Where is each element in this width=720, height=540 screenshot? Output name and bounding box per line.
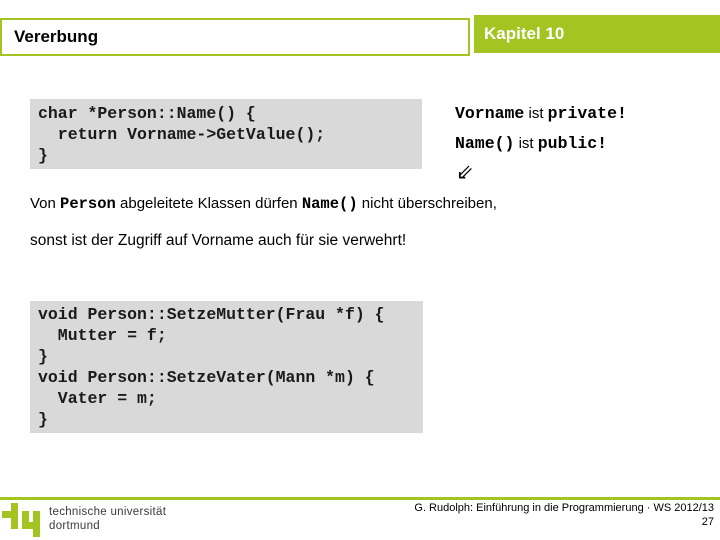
code-line: } — [38, 146, 48, 165]
inline-code: Name() — [301, 195, 358, 213]
paragraph-line-2: sonst ist der Zugriff auf Vorname auch für sie verwehrt! — [30, 232, 407, 249]
code-block-name-getter — [30, 99, 422, 169]
annotation-code: Name() — [455, 134, 515, 153]
affiliation-text — [49, 505, 166, 533]
annotation-code: public! — [537, 134, 608, 153]
code-block-setters — [30, 301, 423, 433]
annotation-text: ist — [514, 135, 538, 152]
code-line: return Vorname->GetValue(); — [38, 125, 326, 144]
annotation-line-private — [455, 104, 627, 123]
annotation-code: Vorname — [455, 104, 525, 123]
chapter-label: Kapitel 10 — [484, 24, 565, 43]
chapter-box — [474, 15, 720, 53]
southwest-arrow-icon: ⇙ — [456, 160, 474, 184]
annotation-text: ist — [524, 105, 548, 122]
page-number: 27 — [701, 516, 714, 528]
access-annotation — [455, 104, 627, 164]
affiliation-line-2: dortmund — [49, 520, 100, 532]
affiliation-line-1: technische universität — [49, 506, 167, 518]
credit-text: G. Rudolph: Einführung in die Programmierung · WS 2012/13 — [414, 502, 714, 514]
code-line: void Person::SetzeVater(Mann *m) { — [38, 368, 375, 387]
annotation-code: private! — [547, 104, 627, 123]
code-line: char *Person::Name() { — [38, 104, 256, 123]
tu-dortmund-logo-icon — [2, 503, 44, 537]
code-line: void Person::SetzeMutter(Frau *f) { — [38, 305, 385, 324]
slide-title: Vererbung — [14, 27, 99, 46]
slide-title-box — [0, 18, 470, 56]
footer-divider-line — [0, 497, 720, 500]
paragraph-text: abgeleitete Klassen dürfen — [115, 195, 302, 212]
paragraph-line-1 — [30, 195, 497, 213]
code-line: Vater = m; — [38, 389, 157, 408]
code-line: } — [38, 347, 48, 366]
code-line: Mutter = f; — [38, 326, 167, 345]
code-line: } — [38, 410, 48, 429]
paragraph-text: nicht überschreiben, — [357, 195, 497, 212]
inline-code: Person — [60, 195, 116, 213]
footer-credit-block — [414, 501, 714, 529]
paragraph-text: Von — [30, 195, 61, 212]
annotation-line-public — [455, 134, 627, 153]
